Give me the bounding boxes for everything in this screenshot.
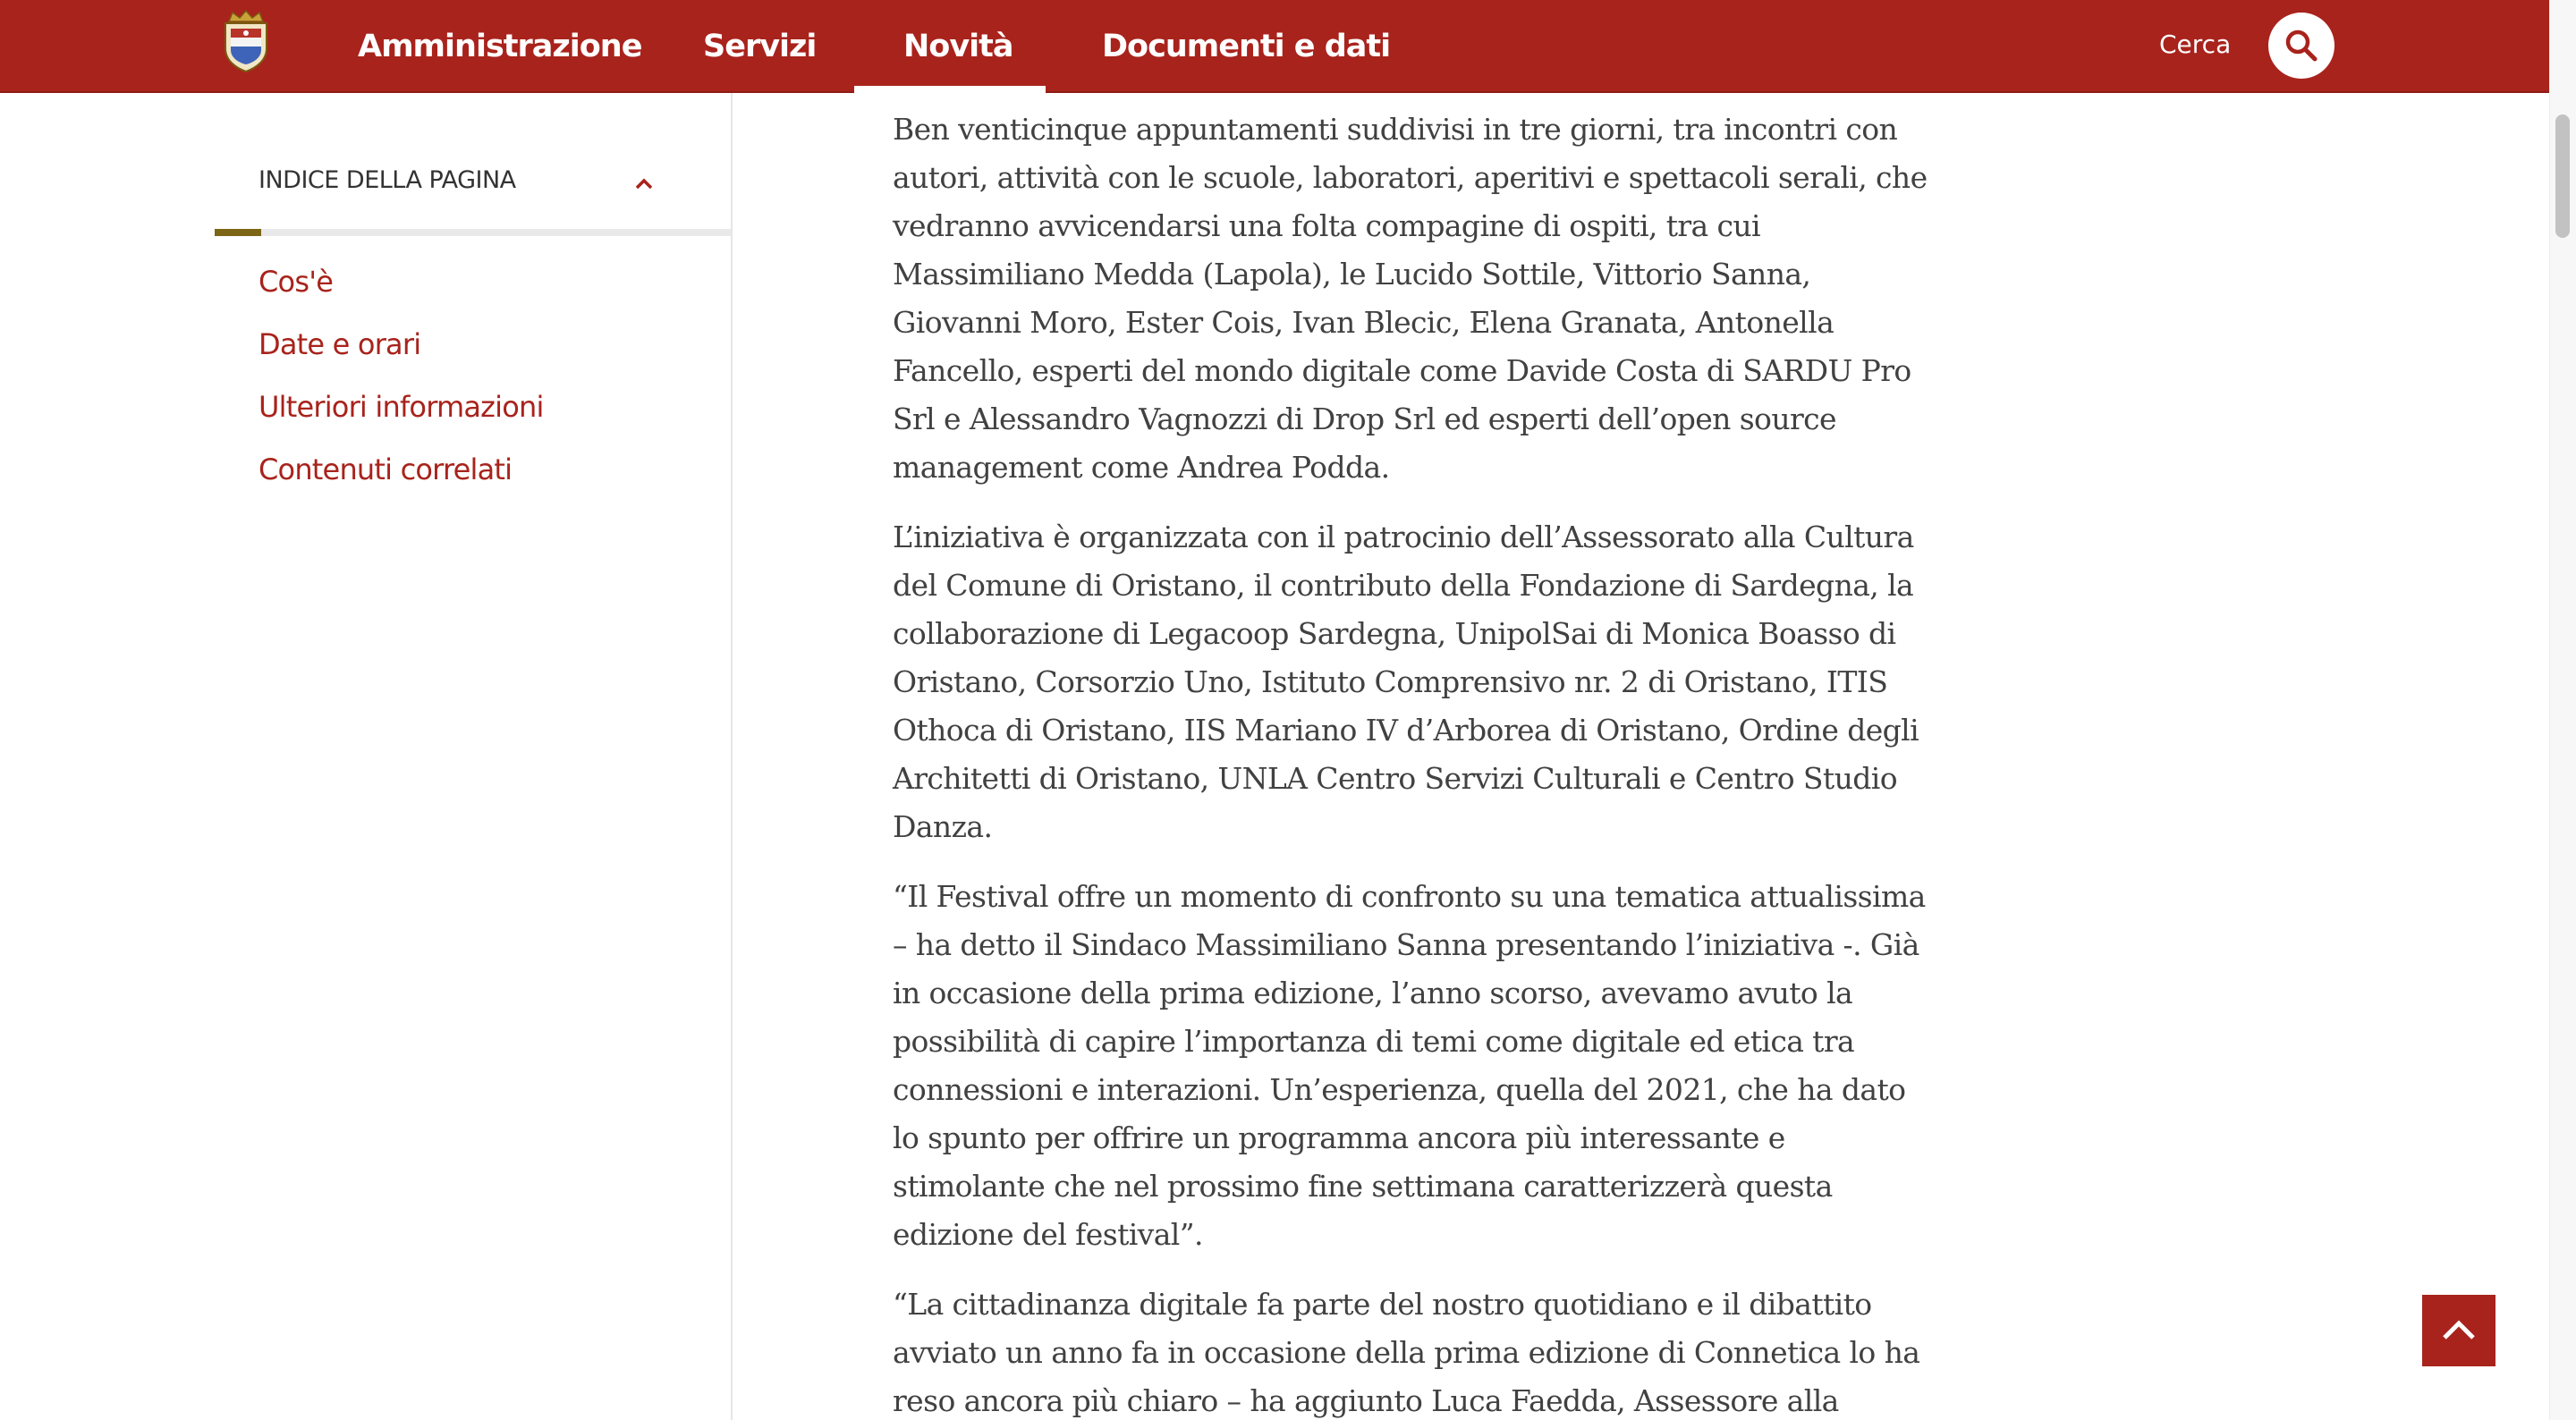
toc-link-more-info[interactable]: Ulteriori informazioni bbox=[258, 390, 544, 424]
toc-toggle-button[interactable] bbox=[626, 170, 662, 199]
article-paragraph: “Il Festival offre un momento di confronto su una tematica attualissima – ha detto il Sindaco Massimiliano Sanna presentando l’iniziativa -. Già in occasione della prima edizione, l’anno scorso, avevamo avuto la possibilità di capire l’importanza di temi come digitale ed etica tra connessioni e interazioni. Un’esperienza, quella del 2021, che ha dato lo spunto per offrire un programma ancora più interessante e stimolante che nel prossimo fine settimana caratterizzerà questa edizione del festival”. bbox=[893, 879, 1926, 1252]
municipal-crest-icon[interactable] bbox=[220, 9, 272, 73]
chevron-up-icon bbox=[633, 177, 655, 191]
toc-link-related-content[interactable]: Contenuti correlati bbox=[258, 452, 513, 486]
nav-active-indicator bbox=[854, 86, 1046, 93]
chevron-up-icon bbox=[2439, 1318, 2479, 1343]
article-paragraph: “La cittadinanza digitale fa parte del nostro quotidiano e il dibattito avviato un anno fa in occasione della prima edizione di Connetica lo ha reso ancora più chiaro – ha aggiunto Luca Faedda, Assessore alla bbox=[893, 1287, 1920, 1418]
nav-documents-data[interactable]: Documenti e dati bbox=[1102, 29, 1391, 64]
nav-news[interactable]: Novità bbox=[903, 29, 1013, 64]
article-paragraph: L’iniziativa è organizzata con il patrocinio dell’Assessorato alla Cultura del Comune di Oristano, il contributo della Fondazione di Sardegna, la collaborazione di Legacoop Sardegna, UnipolSai di Monica Boasso di Oristano, Corsorzio Uno, Istituto Comprensivo nr. 2 di Oristano, ITIS Othoca di Oristano, IIS Mariano IV d’Arborea di Oristano, Ordine degli Architetti di Oristano, UNLA Centro Servizi Culturali e Centro Studio Danza. bbox=[893, 520, 1919, 844]
article-body bbox=[893, 106, 1930, 1420]
toc-link-what-is[interactable]: Cos'è bbox=[258, 265, 334, 299]
top-navbar bbox=[0, 0, 2549, 93]
nav-administration[interactable]: Amministrazione bbox=[358, 29, 642, 64]
toc-heading: INDICE DELLA PAGINA bbox=[258, 166, 516, 194]
nav-services[interactable]: Servizi bbox=[703, 29, 817, 64]
search-label[interactable]: Cerca bbox=[2159, 30, 2232, 59]
article-paragraph: Ben venticinque appuntamenti suddivisi in tre giorni, tra incontri con autori, attività con le scuole, laboratori, aperitivi e spettacoli serali, che vedranno avvicendarsi una folta compagine di ospiti, tra cui Massimiliano Medda (Lapola), le Lucido Sottile, Vittorio Sanna, Giovanni Moro, Ester Cois, Ivan Blecic, Elena Granata, Antonella Fancello, esperti del mondo digitale come Davide Costa di SARDU Pro Srl e Alessandro Vagnozzi di Drop Srl ed esperti dell’open source management come Andrea Podda. bbox=[893, 112, 1928, 485]
toc-link-dates-times[interactable]: Date e orari bbox=[258, 327, 421, 361]
sidebar-divider bbox=[731, 93, 733, 1420]
back-to-top-button[interactable] bbox=[2422, 1295, 2496, 1366]
search-button[interactable] bbox=[2268, 13, 2334, 79]
toc-progress-bar bbox=[215, 229, 261, 236]
toc-progress-track bbox=[215, 229, 731, 236]
magnifier-icon bbox=[2284, 28, 2319, 63]
scrollbar-thumb[interactable] bbox=[2555, 114, 2570, 238]
